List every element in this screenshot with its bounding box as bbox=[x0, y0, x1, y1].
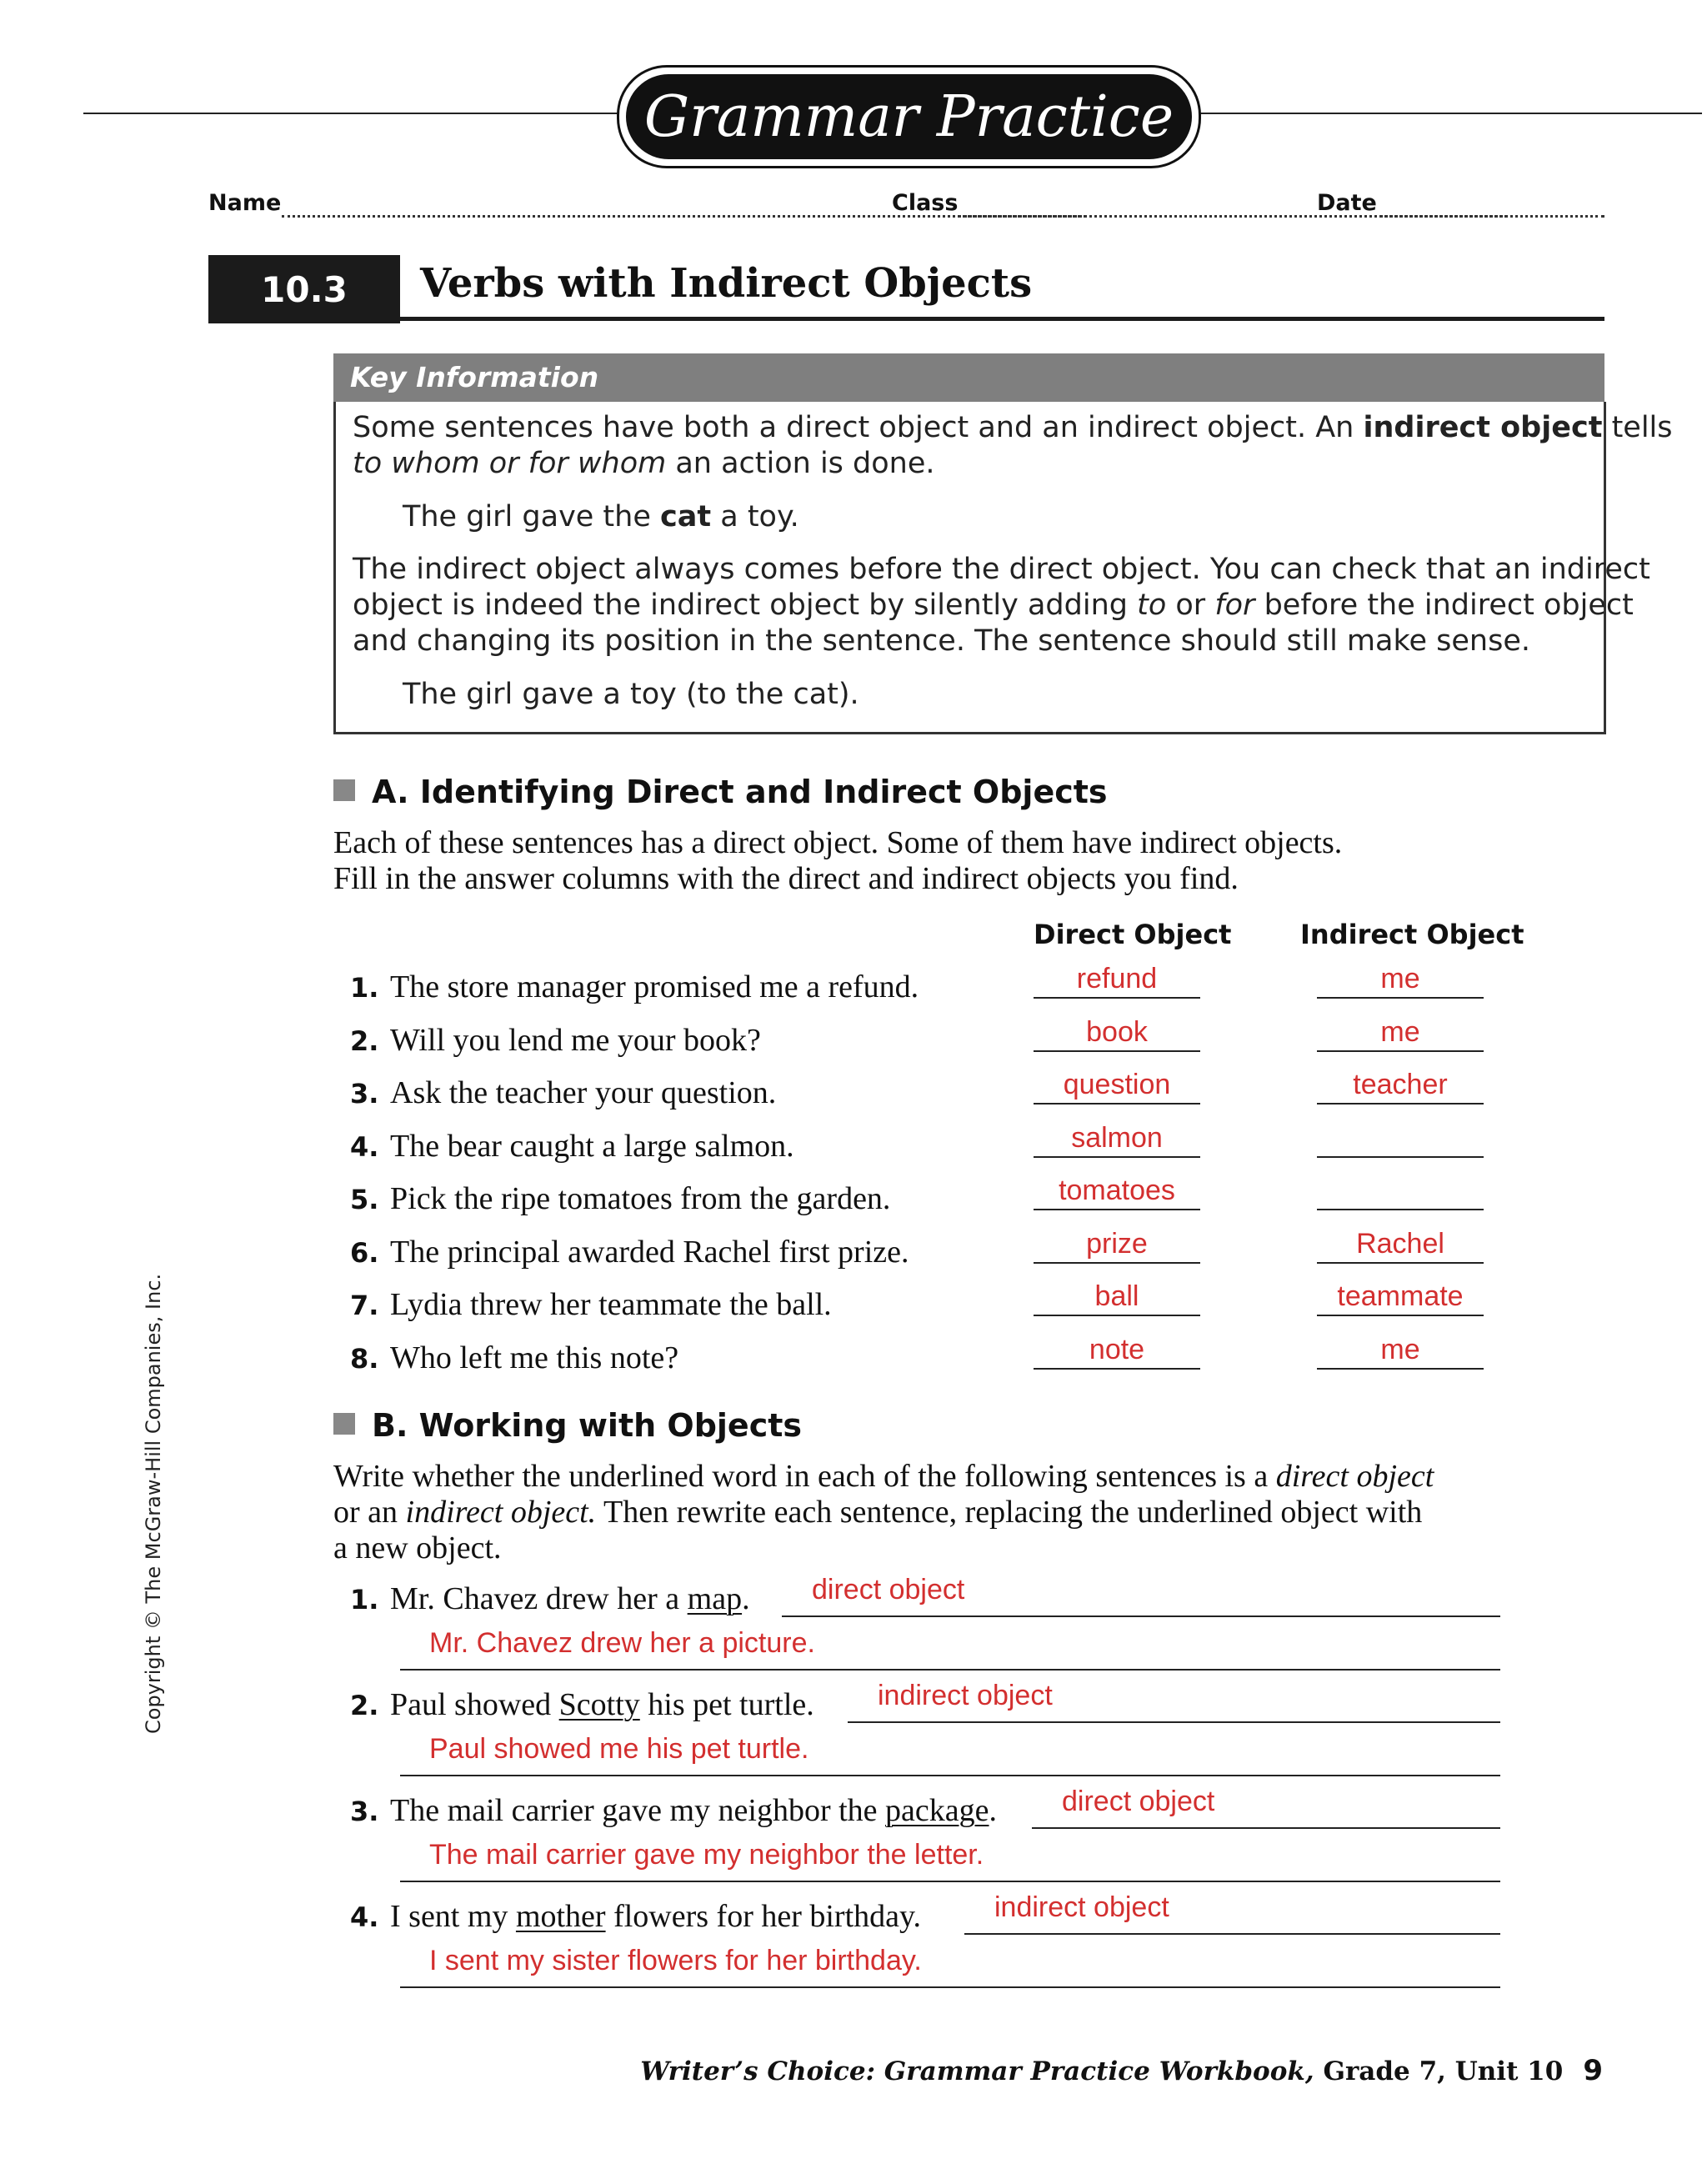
part-a-heading-text: A. Identifying Direct and Indirect Objects bbox=[372, 774, 1108, 810]
footer-book-title: Writer’s Choice: Grammar Practice Workbook, bbox=[640, 2056, 1314, 2086]
item-text: The mail carrier gave my neighbor the bbox=[390, 1793, 886, 1828]
underlined-word: mother bbox=[515, 1899, 606, 1934]
text: object is indeed the indirect object by silently adding bbox=[353, 589, 1138, 622]
text: The indirect object always comes before the direct object. You can check that an indirect bbox=[353, 553, 1650, 586]
underlined-word: map bbox=[687, 1581, 743, 1616]
part-a-item bbox=[350, 1022, 761, 1059]
item-number: 1. bbox=[350, 972, 379, 1004]
item-text: . bbox=[742, 1581, 750, 1616]
rewrite-line[interactable] bbox=[400, 1669, 1500, 1671]
indirect-object-answer[interactable]: Rachel bbox=[1317, 1229, 1484, 1264]
object-type-answer: indirect object bbox=[878, 1680, 1053, 1711]
indirect-object-answer[interactable]: me bbox=[1317, 1335, 1484, 1370]
underlined-word: package bbox=[885, 1793, 989, 1828]
part-a-heading bbox=[333, 774, 1108, 810]
italic-text: for bbox=[1214, 589, 1255, 622]
col-direct-object: Direct Object bbox=[1034, 919, 1232, 950]
item-text: Paul showed bbox=[390, 1687, 559, 1722]
item-text: flowers for her birthday. bbox=[605, 1899, 922, 1934]
part-b-item bbox=[350, 1686, 814, 1723]
rewrite-line[interactable] bbox=[400, 1775, 1500, 1776]
square-bullet-icon bbox=[333, 1413, 355, 1435]
section-rule bbox=[400, 317, 1604, 321]
direct-object-answer[interactable]: refund bbox=[1034, 964, 1200, 999]
text: an action is done. bbox=[666, 447, 935, 480]
item-number: 3. bbox=[350, 1078, 379, 1110]
underlined-word: Scotty bbox=[558, 1687, 640, 1722]
part-b-heading-text: B. Working with Objects bbox=[372, 1407, 803, 1444]
part-b-item bbox=[350, 1792, 997, 1829]
bold-term: indirect object bbox=[1363, 411, 1603, 444]
italic-text: indirect object. bbox=[405, 1495, 597, 1530]
rewritten-sentence: The mail carrier gave my neighbor the letter. bbox=[429, 1839, 984, 1871]
indirect-object-answer[interactable]: me bbox=[1317, 964, 1484, 999]
item-text: I sent my bbox=[390, 1899, 516, 1934]
key-info-example-1 bbox=[403, 499, 799, 535]
direct-object-answer[interactable]: ball bbox=[1034, 1281, 1200, 1316]
part-a-item bbox=[350, 969, 919, 1005]
text: and changing its position in the sentence. The sentence should still make sense. bbox=[353, 624, 1530, 658]
class-label: Class bbox=[892, 190, 959, 216]
item-sentence: Lydia threw her teammate the ball. bbox=[390, 1287, 832, 1322]
item-text: . bbox=[989, 1793, 997, 1828]
text: Fill in the answer columns with the direct and indirect objects you find. bbox=[333, 861, 1239, 896]
date-field[interactable] bbox=[1379, 215, 1604, 218]
text: a new object. bbox=[333, 1530, 502, 1565]
part-a-item bbox=[350, 1340, 678, 1376]
italic-text: direct object bbox=[1275, 1459, 1434, 1494]
part-a-item bbox=[350, 1234, 909, 1270]
part-b-item bbox=[350, 1898, 921, 1935]
part-a-item bbox=[350, 1180, 890, 1217]
item-sentence: Will you lend me your book? bbox=[390, 1022, 761, 1058]
item-number: 4. bbox=[350, 1901, 379, 1933]
banner-rule-left bbox=[83, 113, 621, 114]
footer-grade-unit: Grade 7, Unit 10 bbox=[1314, 2056, 1564, 2086]
part-a-item bbox=[350, 1074, 776, 1111]
name-label: Name bbox=[208, 190, 282, 216]
rewritten-sentence: Mr. Chavez drew her a picture. bbox=[429, 1627, 815, 1659]
direct-object-answer[interactable]: salmon bbox=[1034, 1123, 1200, 1158]
text: a toy. bbox=[711, 500, 799, 533]
footer bbox=[640, 2054, 1603, 2087]
part-a-instructions bbox=[333, 825, 1342, 897]
rewritten-sentence: I sent my sister flowers for her birthday. bbox=[429, 1945, 922, 1976]
text: Some sentences have both a direct object and an indirect object. An bbox=[353, 411, 1364, 444]
date-label: Date bbox=[1317, 190, 1377, 216]
text: Each of these sentences has a direct object. Some of them have indirect objects. bbox=[333, 825, 1343, 860]
col-indirect-object: Indirect Object bbox=[1300, 919, 1524, 950]
item-number: 2. bbox=[350, 1024, 379, 1057]
rewrite-line[interactable] bbox=[400, 1986, 1500, 1988]
copyright-notice: Copyright © The McGraw-Hill Companies, Inc. bbox=[142, 1273, 165, 1734]
part-b-item bbox=[350, 1580, 750, 1617]
item-number: 2. bbox=[350, 1690, 379, 1721]
part-a-item bbox=[350, 1128, 794, 1165]
item-number: 8. bbox=[350, 1342, 379, 1375]
item-sentence: The store manager promised me a refund. bbox=[390, 969, 919, 1004]
indirect-object-answer[interactable]: teacher bbox=[1317, 1069, 1484, 1105]
item-text: his pet turtle. bbox=[639, 1687, 814, 1722]
direct-object-answer[interactable]: prize bbox=[1034, 1229, 1200, 1264]
banner bbox=[617, 65, 1201, 168]
item-number: 7. bbox=[350, 1290, 379, 1321]
page-number: 9 bbox=[1583, 2054, 1603, 2087]
text: tells bbox=[1602, 411, 1673, 444]
answer-line[interactable] bbox=[964, 1933, 1500, 1935]
item-number: 6. bbox=[350, 1236, 379, 1269]
item-number: 1. bbox=[350, 1584, 379, 1615]
direct-object-answer[interactable]: book bbox=[1034, 1017, 1200, 1052]
item-sentence: Who left me this note? bbox=[390, 1340, 679, 1375]
item-text: Mr. Chavez drew her a bbox=[390, 1581, 688, 1616]
item-sentence: Pick the ripe tomatoes from the garden. bbox=[390, 1181, 891, 1216]
section-number: 10.3 bbox=[208, 255, 400, 323]
item-number: 4. bbox=[350, 1130, 379, 1163]
item-sentence: The principal awarded Rachel first prize. bbox=[390, 1234, 909, 1270]
item-sentence: The bear caught a large salmon. bbox=[390, 1128, 794, 1164]
object-type-answer: indirect object bbox=[994, 1891, 1169, 1923]
key-info-para-2 bbox=[353, 552, 1650, 659]
banner-rule-right bbox=[1194, 113, 1702, 114]
direct-object-answer[interactable]: question bbox=[1034, 1069, 1200, 1105]
direct-object-answer[interactable]: tomatoes bbox=[1034, 1175, 1200, 1210]
indirect-object-answer[interactable] bbox=[1317, 1175, 1484, 1210]
part-b-instructions bbox=[333, 1459, 1434, 1566]
bold-term: cat bbox=[660, 500, 712, 533]
answer-line[interactable] bbox=[782, 1615, 1500, 1617]
name-class-date-row bbox=[208, 190, 1604, 223]
square-bullet-icon bbox=[333, 779, 355, 801]
object-type-answer: direct object bbox=[1062, 1786, 1215, 1817]
item-number: 5. bbox=[350, 1184, 379, 1215]
item-sentence: Ask the teacher your question. bbox=[390, 1075, 777, 1110]
rewritten-sentence: Paul showed me his pet turtle. bbox=[429, 1733, 809, 1765]
key-info-heading: Key Information bbox=[333, 353, 1604, 402]
text: before the indirect object bbox=[1254, 589, 1634, 622]
italic-text: to whom or for whom bbox=[353, 447, 667, 480]
text: or bbox=[1166, 589, 1215, 622]
direct-object-answer[interactable]: note bbox=[1034, 1335, 1200, 1370]
object-type-answer: direct object bbox=[812, 1574, 965, 1605]
part-b-heading bbox=[333, 1407, 802, 1444]
indirect-object-answer[interactable]: teammate bbox=[1317, 1281, 1484, 1316]
key-info-para-1 bbox=[353, 410, 1673, 482]
text: The girl gave the bbox=[403, 500, 661, 533]
answer-line[interactable] bbox=[1032, 1827, 1500, 1829]
section-title: Verbs with Indirect Objects bbox=[420, 260, 1033, 307]
banner-title: Grammar Practice bbox=[626, 74, 1192, 159]
text: or an bbox=[333, 1495, 406, 1530]
answer-line[interactable] bbox=[848, 1721, 1500, 1723]
italic-text: to bbox=[1137, 589, 1167, 622]
text: Write whether the underlined word in each of the following sentences is a bbox=[333, 1459, 1276, 1494]
text: Then rewrite each sentence, replacing the underlined object with bbox=[596, 1495, 1423, 1530]
part-a-item bbox=[350, 1286, 832, 1323]
rewrite-line[interactable] bbox=[400, 1881, 1500, 1882]
indirect-object-answer[interactable] bbox=[1317, 1123, 1484, 1158]
item-number: 3. bbox=[350, 1796, 379, 1827]
indirect-object-answer[interactable]: me bbox=[1317, 1017, 1484, 1052]
key-info-example-2: The girl gave a toy (to the cat). bbox=[403, 678, 859, 711]
